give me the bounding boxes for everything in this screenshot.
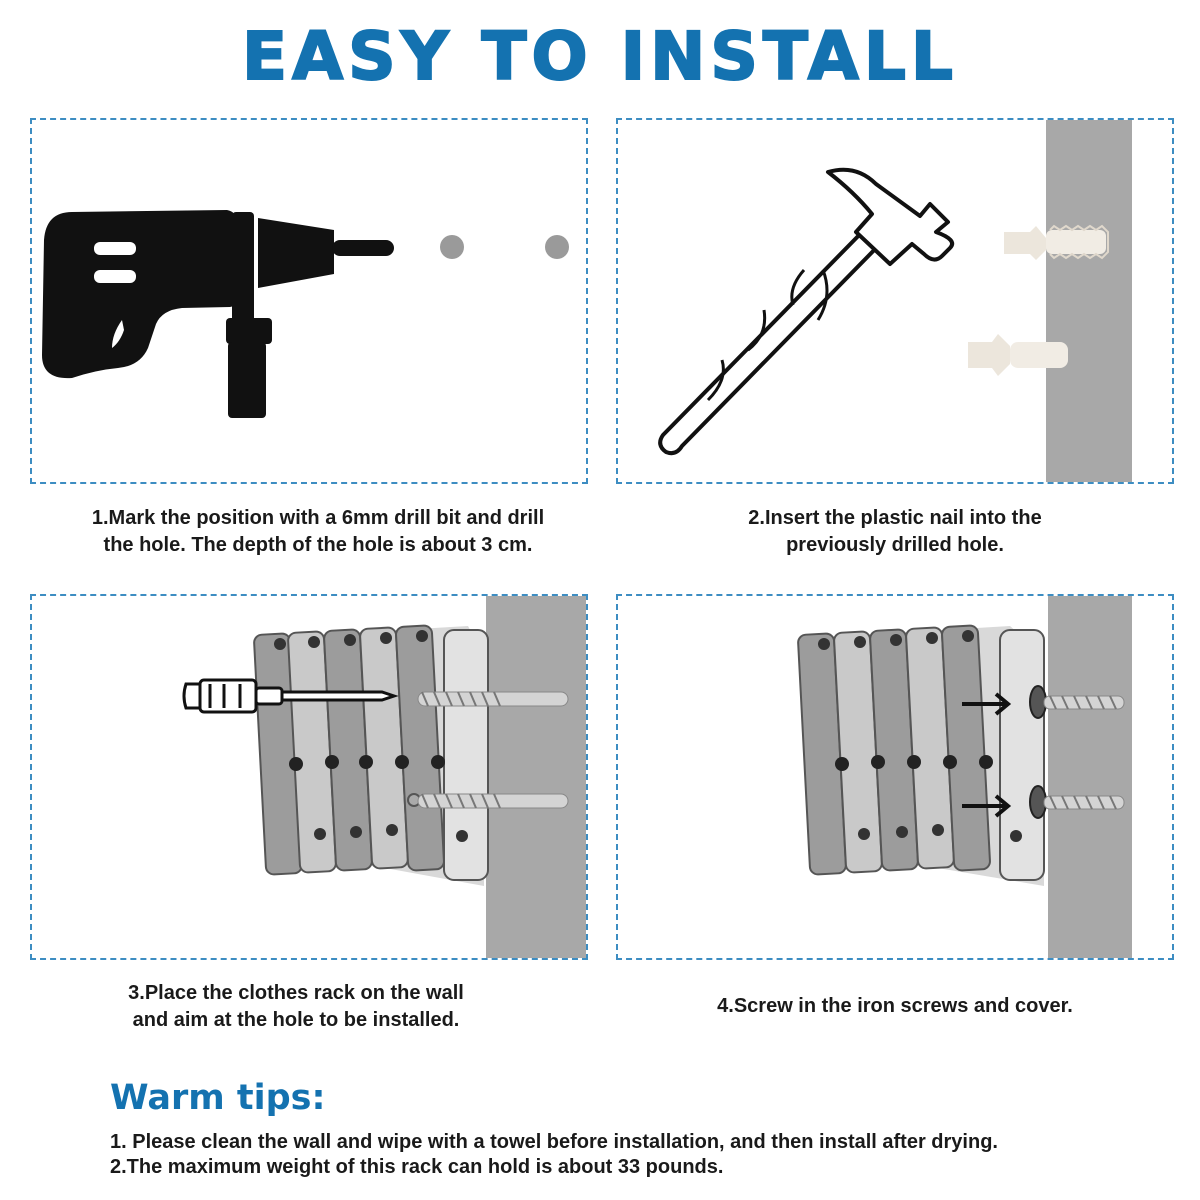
screw-icon [418,692,568,706]
tip-item: 2.The maximum weight of this rack can hold is about 33 pounds. [110,1156,724,1178]
step-2-panel [616,118,1174,484]
rack-icon [798,625,1044,886]
step-2-caption: 2.Insert the plastic nail into the previously drilled hole. [748,507,1042,556]
step-1-caption: 1.Mark the position with a 6mm drill bit and drill the hole. The depth of the hole is about 3 cm. [91,507,545,556]
page-title: EASY TO INSTALL [242,18,958,95]
tip-item: 1. Please clean the wall and wipe with a towel before installation, and then install after drying. [110,1131,998,1153]
step-3-caption: 3.Place the clothes rack on the wall and aim at the hole to be installed. [128,982,464,1031]
step-4-caption: 4.Screw in the iron screws and cover. [717,995,1073,1017]
wall [1048,596,1132,960]
step-3-panel [30,594,588,960]
tips-title: Warm tips: [110,1078,326,1118]
wall [486,596,588,960]
hammer-icon [660,170,952,453]
wall [1046,120,1132,484]
step-4-panel [616,594,1174,960]
screw-icon [408,794,568,808]
drill-icon [32,120,588,484]
rack-icon [254,625,488,886]
step-1-panel [30,118,588,484]
